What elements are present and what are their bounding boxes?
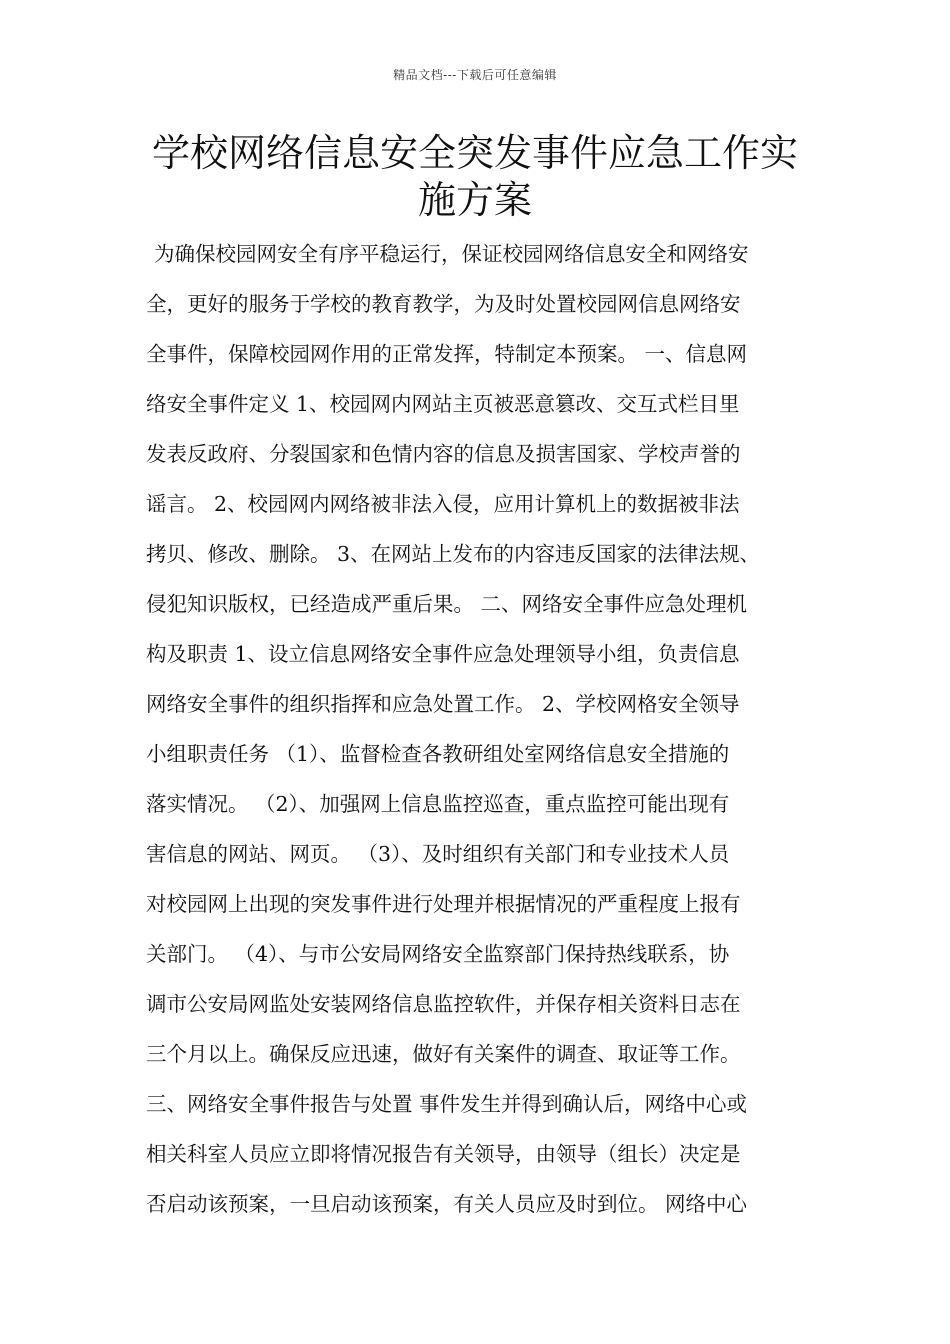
body-line: 网络安全事件的组织指挥和应急处置工作。 2、学校网格安全领导 <box>146 692 740 716</box>
document-body <box>0 229 950 1229</box>
body-line: 全，更好的服务于学校的教育教学，为及时处置校园网信息网络安 <box>146 292 741 316</box>
body-line: 络安全事件定义 1、校园网内网站主页被恶意篡改、交互式栏目里 <box>146 392 740 416</box>
body-line: 相关科室人员应立即将情况报告有关领导，由领导（组长）决定是 <box>146 1142 741 1166</box>
title-line: 学校网络信息安全突发事件应急工作实 <box>151 131 798 175</box>
body-line: 拷贝、修改、删除。 3、在网站上发布的内容违反国家的法律法规、 <box>146 542 761 566</box>
body-line: 构及职责 1、设立信息网络安全事件应急处理领导小组，负责信息 <box>146 642 740 666</box>
body-line: 三、网络安全事件报告与处置 事件发生并得到确认后，网络中心或 <box>146 1092 748 1116</box>
body-line: 害信息的网站、网页。 （3）、及时组织有关部门和专业技术人员 <box>146 842 730 866</box>
body-line: 否启动该预案，一旦启动该预案，有关人员应及时到位。 网络中心 <box>146 1192 748 1216</box>
body-line: 全事件，保障校园网作用的正常发挥，特制定本预案。 一、信息网 <box>146 342 748 366</box>
body-line: 谣言。 2、校园网内网络被非法入侵，应用计算机上的数据被非法 <box>146 492 740 516</box>
header-note: 精品文档---下载后可任意编辑 <box>393 68 557 82</box>
document-title <box>120 130 830 224</box>
body-line: 三个月以上。确保反应迅速，做好有关案件的调查、取证等工作。 <box>146 1042 741 1066</box>
body-line: 小组职责任务 （1）、监督检查各教研组处室网络信息安全措施的 <box>146 742 730 766</box>
title-line: 施方案 <box>417 178 532 222</box>
body-line: 落实情况。 （2）、加强网上信息监控巡查，重点监控可能出现有 <box>146 792 730 816</box>
body-line: 为确保校园网安全有序平稳运行，保证校园网络信息安全和网络安 <box>154 242 749 266</box>
body-line: 调市公安局网监处安装网络信息监控软件，并保存相关资料日志在 <box>146 992 741 1016</box>
body-line: 对校园网上出现的突发事件进行处理并根据情况的严重程度上报有 <box>146 892 741 916</box>
body-line: 关部门。 （4）、与市公安局网络安全监察部门保持热线联系，协 <box>146 942 730 966</box>
body-line: 侵犯知识版权，已经造成严重后果。 二、网络安全事件应急处理机 <box>146 592 748 616</box>
body-line: 发表反政府、分裂国家和色情内容的信息及损害国家、学校声誉的 <box>146 442 741 466</box>
